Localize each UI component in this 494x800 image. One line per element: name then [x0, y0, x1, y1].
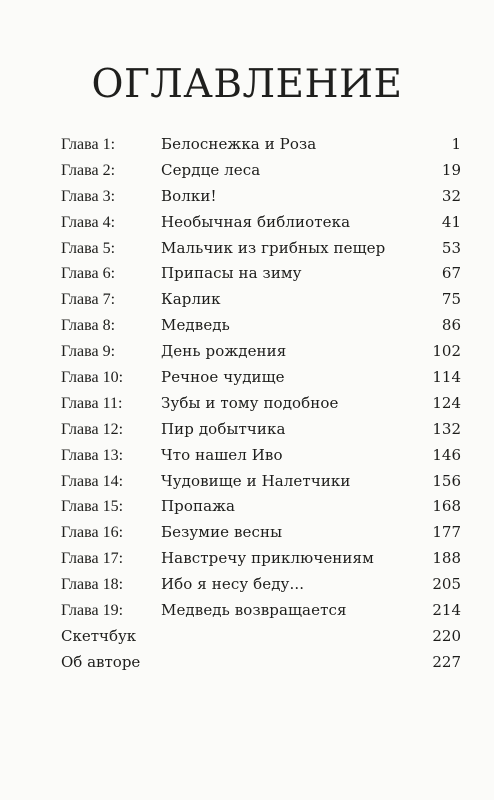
chapter-label: Глава 2:	[61, 161, 116, 179]
page-number: 168	[432, 497, 461, 516]
chapter-name: Карлик	[161, 290, 221, 309]
page-number: 220	[432, 626, 461, 645]
chapter-name: Волки!	[161, 186, 217, 205]
chapter-name: Навстречу приключениям	[161, 549, 374, 568]
page-number: 19	[441, 160, 461, 179]
chapter-label: Глава 14:	[61, 472, 124, 490]
chapter-name: Медведь	[161, 316, 230, 335]
page-number: 1	[451, 135, 461, 153]
chapter-label: Глава 7:	[61, 291, 116, 309]
chapter-label: Глава 13:	[61, 446, 124, 464]
page-number: 67	[441, 264, 461, 283]
toc-entry-6	[61, 261, 465, 287]
toc-entry-11	[61, 391, 465, 417]
toc-entry-18	[61, 572, 465, 598]
page-number: 86	[441, 316, 461, 335]
chapter-name: Безумие весны	[161, 523, 283, 542]
page-number: 132	[432, 419, 461, 438]
toc-entry-1	[61, 132, 465, 158]
toc-entry-10	[61, 365, 465, 391]
chapter-name: Чудовище и Налетчики	[161, 471, 351, 490]
section-label: Об авторе	[61, 652, 141, 671]
page-number: 177	[432, 523, 461, 542]
page-number: 124	[432, 393, 461, 412]
toc-entry-3	[61, 184, 465, 210]
page-number: 188	[432, 549, 461, 568]
page-number: 53	[441, 238, 461, 257]
toc-entry-2	[61, 158, 465, 184]
chapter-label: Глава 10:	[61, 369, 124, 387]
toc-entry-5	[61, 236, 465, 262]
chapter-label: Глава 4:	[61, 213, 116, 231]
page-number: 114	[432, 368, 461, 387]
chapter-name: Пир добытчика	[161, 419, 286, 438]
chapter-label: Глава 12:	[61, 420, 124, 438]
chapter-name: Ибо я несу беду...	[161, 575, 305, 594]
chapter-label: Глава 5:	[61, 239, 116, 257]
toc-entry-sketchbook	[61, 624, 465, 650]
chapter-label: Глава 17:	[61, 550, 124, 568]
toc-entry-19	[61, 598, 465, 624]
chapter-label: Глава 19:	[61, 602, 124, 620]
page-number: 156	[432, 471, 461, 490]
page-number: 227	[432, 652, 461, 671]
toc-entry-16	[61, 520, 465, 546]
chapter-label: Глава 16:	[61, 524, 124, 542]
toc-entry-8	[61, 313, 465, 339]
toc-entry-12	[61, 417, 465, 443]
toc-entry-9	[61, 339, 465, 365]
page-number: 102	[432, 342, 461, 361]
chapter-name: Сердце леса	[161, 160, 261, 179]
chapter-name: День рождения	[161, 342, 287, 361]
page-number: 205	[432, 575, 461, 594]
toc-entry-15	[61, 494, 465, 520]
chapter-name: Белоснежка и Роза	[161, 135, 317, 153]
page-title: ОГЛАВЛЕНИЕ	[91, 62, 403, 107]
page-number: 214	[432, 601, 461, 620]
toc-entry-17	[61, 546, 465, 572]
chapter-label: Глава 8:	[61, 317, 116, 335]
chapter-label: Глава 9:	[61, 343, 116, 361]
chapter-name: Припасы на зиму	[161, 264, 302, 283]
page-number: 41	[441, 212, 461, 231]
toc-entry-7	[61, 287, 465, 313]
toc-entry-14	[61, 469, 465, 495]
chapter-name: Пропажа	[161, 497, 236, 516]
chapter-name: Зубы и тому подобное	[161, 393, 339, 412]
chapter-label: Глава 6:	[61, 265, 116, 283]
toc-entry-about-author	[61, 650, 465, 676]
chapter-label: Глава 18:	[61, 576, 124, 594]
chapter-name: Медведь возвращается	[161, 601, 347, 620]
page-number: 75	[441, 290, 461, 309]
toc-entry-4	[61, 210, 465, 236]
chapter-label: Глава 3:	[61, 187, 116, 205]
chapter-name: Что нашел Иво	[161, 445, 283, 464]
chapter-label: Глава 15:	[61, 498, 124, 516]
section-label: Скетчбук	[61, 626, 137, 645]
page-number: 32	[441, 186, 461, 205]
page-number: 146	[432, 445, 461, 464]
chapter-name: Необычная библиотека	[161, 212, 351, 231]
chapter-name: Речное чудище	[161, 368, 285, 387]
toc-entry-13	[61, 443, 465, 469]
chapter-label: Глава 1:	[61, 136, 116, 153]
table-of-contents	[61, 132, 465, 676]
chapter-label: Глава 11:	[61, 394, 123, 412]
chapter-name: Мальчик из грибных пещер	[161, 238, 386, 257]
